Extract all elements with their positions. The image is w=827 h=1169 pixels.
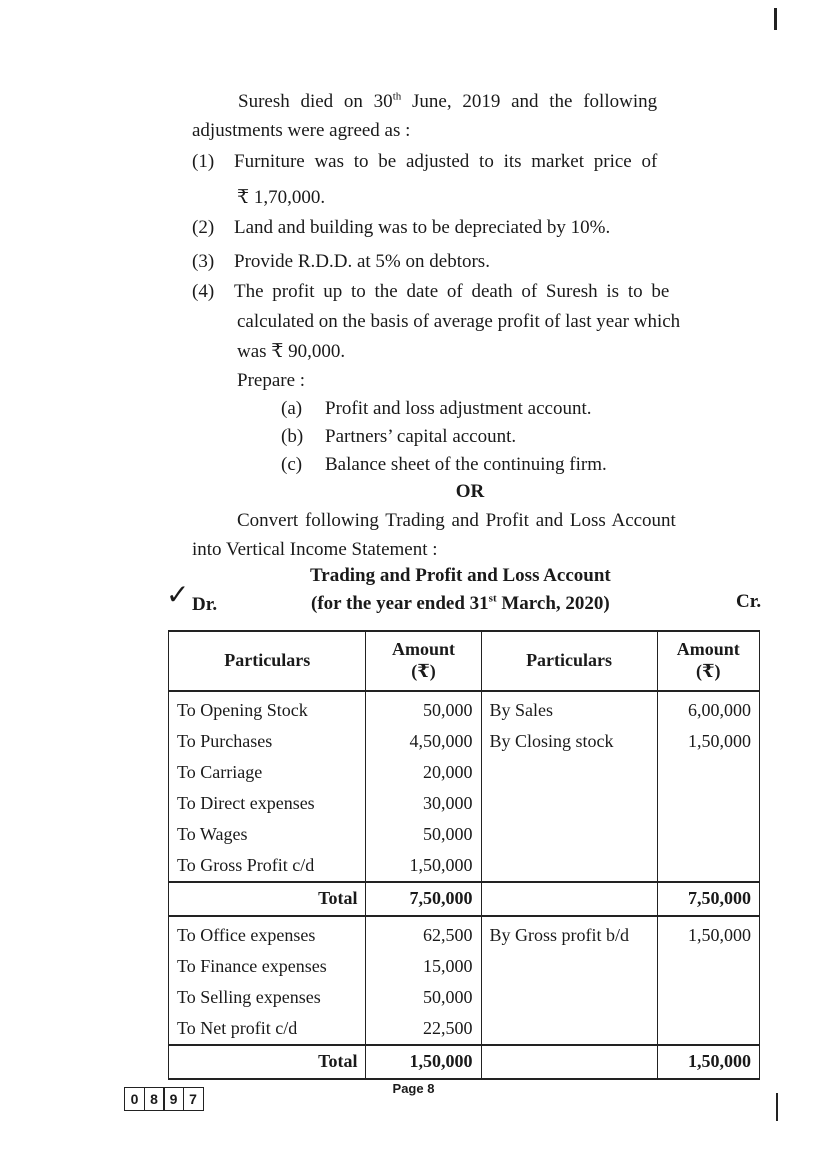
table-row: To Opening Stock 50,000 By Sales 6,00,000: [169, 691, 760, 726]
header-amount-credit: Amount (₹): [657, 631, 759, 691]
account-title: Trading and Profit and Loss Account: [310, 565, 611, 586]
or-separator: OR: [455, 481, 485, 502]
adjustment-4-cont-2: was ₹ 90,000.: [237, 341, 346, 362]
code-digit: 8: [144, 1087, 165, 1111]
table-row: To Direct expenses 30,000: [169, 788, 760, 819]
pl-total-row: Total 1,50,000 1,50,000: [169, 1045, 760, 1079]
prepare-item-a: (a) Profit and loss adjustment account.: [281, 398, 592, 419]
adjustment-3: (3) Provide R.D.D. at 5% on debtors.: [192, 251, 490, 272]
scan-edge-mark-bottom: [776, 1093, 778, 1121]
table-row: To Finance expenses 15,000: [169, 951, 760, 982]
adjustment-1-cont: ₹ 1,70,000.: [237, 187, 326, 208]
intro-line-2: adjustments were agreed as :: [192, 120, 411, 141]
code-digit: 9: [163, 1087, 184, 1111]
adjustment-4-cont-1: calculated on the basis of average profit of last year which: [237, 311, 681, 332]
table-row: To Carriage 20,000: [169, 757, 760, 788]
code-digit: 0: [124, 1087, 145, 1111]
prepare-item-c: (c) Balance sheet of the continuing firm.: [281, 454, 607, 475]
adjustment-2: (2) Land and building was to be depreciated by 10%.: [192, 217, 611, 238]
scan-edge-mark-top: [774, 8, 777, 30]
convert-line-2: into Vertical Income Statement :: [192, 539, 438, 560]
account-subtitle: (for the year ended 31st March, 2020): [311, 592, 610, 614]
prepare-label: Prepare :: [237, 370, 306, 391]
adjustment-1: (1) Furniture was to be adjusted to its market price of: [192, 151, 658, 172]
prepare-item-b: (b) Partners’ capital account.: [281, 426, 517, 447]
code-digit: 7: [183, 1087, 204, 1111]
intro-line-1: Suresh died on 30th June, 2019 and the following: [238, 90, 658, 112]
header-particulars-debit: Particulars: [169, 631, 366, 691]
cr-label: Cr.: [736, 591, 762, 612]
table-header-row: [169, 631, 760, 691]
table-row: To Purchases 4,50,000 By Closing stock 1,50,000: [169, 726, 760, 757]
dr-label: Dr.: [192, 594, 218, 615]
table-row: To Wages 50,000: [169, 819, 760, 850]
adjustment-4: (4) The profit up to the date of death of Suresh is to be: [192, 281, 670, 302]
trading-total-row: Total 7,50,000 7,50,000: [169, 882, 760, 916]
trading-pl-account-table: [168, 630, 760, 1080]
header-amount-debit: Amount (₹): [366, 631, 481, 691]
header-particulars-credit: Particulars: [481, 631, 657, 691]
table-row: To Net profit c/d 22,500: [169, 1013, 760, 1045]
convert-line-1: Convert following Trading and Profit and Loss Account: [237, 510, 676, 531]
table-row: To Gross Profit c/d 1,50,000: [169, 850, 760, 882]
checkmark-icon: ✓: [166, 578, 190, 611]
table-row: To Selling expenses 50,000: [169, 982, 760, 1013]
table-row: To Office expenses 62,500 By Gross profit b/d 1,50,000: [169, 916, 760, 951]
page-number: Page 8: [392, 1081, 435, 1096]
